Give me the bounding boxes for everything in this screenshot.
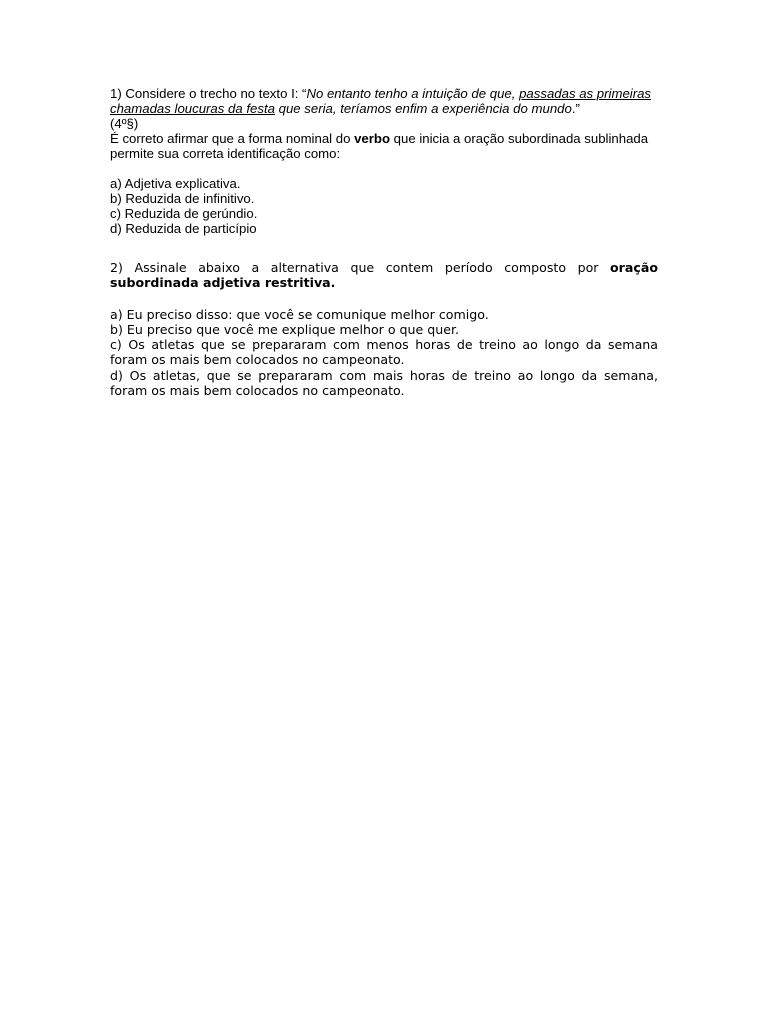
question-1-quote-close: .” [571, 101, 580, 116]
question-1-statement-end: que inicia a oração subordinada sublinhada permite sua correta identificação como: [110, 131, 649, 161]
question-2 [110, 260, 658, 398]
question-1-options [110, 176, 658, 236]
question-1-prefix: 1) Considere o trecho no texto I: “ [110, 86, 307, 101]
question-2-option-a: a) Eu preciso disso: que você se comunique melhor comigo. [110, 306, 489, 322]
question-1-quote-underlined: passadas as primeiras chamadas loucuras da festa [110, 86, 652, 116]
question-2-prompt-bold: oração subordinada adjetiva restritiva. [110, 260, 658, 291]
question-1-option-a: a) Adjetiva explicativa. [110, 176, 241, 191]
question-1-quote-start: No entanto tenho a intuição de que, [306, 86, 520, 101]
question-2-options [110, 307, 658, 399]
question-1-statement-bold: verbo [354, 131, 391, 146]
question-1-option-c: c) Reduzida de gerúndio. [110, 206, 258, 221]
question-1-statement-start: É correto afirmar que a forma nominal do [110, 131, 355, 146]
question-1-option-b: b) Reduzida de infinitivo. [110, 191, 255, 206]
question-2-prompt [110, 260, 658, 291]
question-1-paragraph-ref: (4º§) [110, 116, 139, 131]
question-2-option-b: b) Eu preciso que você me explique melhor o que quer. [110, 321, 460, 337]
question-2-option-c: c) Os atletas que se prepararam com menos horas de treino ao longo da semana foram os mais bem colocados no campeonato. [110, 337, 658, 368]
question-1-option-d: d) Reduzida de particípio [110, 221, 257, 236]
question-1-quote-end: que seria, teríamos enfim a experiência do mundo [274, 101, 572, 116]
question-1 [110, 86, 658, 236]
question-2-prompt-start: 2) Assinale abaixo a alternativa que contem período composto por [110, 260, 611, 275]
question-2-option-d: d) Os atletas, que se prepararam com mais horas de treino ao longo da semana, foram os mais bem colocados no campeonato. [110, 367, 658, 399]
question-1-prompt [110, 86, 658, 161]
